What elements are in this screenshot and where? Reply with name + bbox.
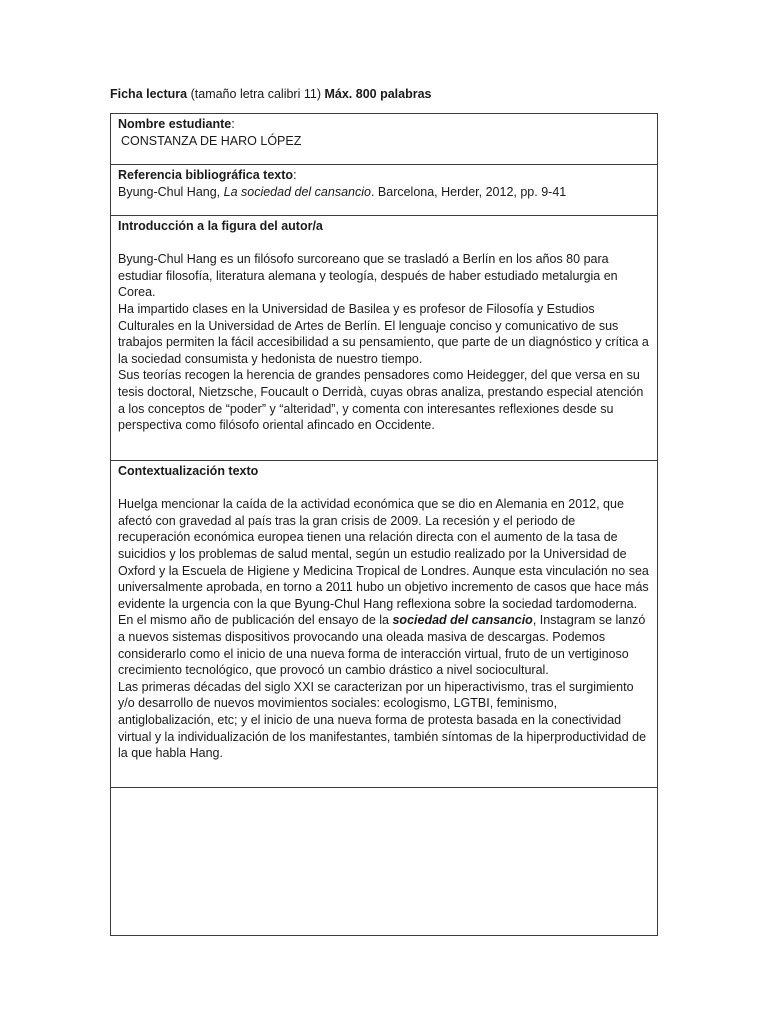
student-label: Nombre estudiante: [118, 117, 235, 131]
context-book-title: sociedad del cansancio [392, 613, 533, 628]
reference-citation [118, 184, 650, 201]
empty-row [111, 788, 658, 936]
context-label: Contextualización texto [118, 464, 259, 478]
introduction-paragraph: Ha impartido clases en la Universidad de Basilea y es profesor de Filosofía y Estudios Culturales en la Universidad de Artes de Berlín. El lenguaje conciso y comunicativo de sus trabajos permiten la fácil accesibilidad a su pensamiento, que parte de un diagnóstico y crítica a la sociedad consumista y hedonista de nuestro tiempo. [118, 301, 649, 366]
reference-author: Byung-Chul Hang, [118, 184, 224, 199]
reference-cell [111, 165, 658, 216]
reference-row [111, 165, 658, 216]
introduction-paragraph: Sus teorías recogen la herencia de grandes pensadores como Heidegger, del que versa en su tesis doctoral, Nietzsche, Foucault o Derridà, cuyas obras analiza, prestando especial atención a los conceptos de “poder” y “alteridad”, y comenta con interesantes reflexiones desde su perspectiva como filósofo oriental afincado en Occidente. [118, 368, 644, 433]
reading-form-table [110, 113, 658, 936]
introduction-cell [111, 216, 658, 461]
heading-note: (tamaño letra calibri 11) [190, 87, 321, 101]
context-paragraph: Huelga mencionar la caída de la actividad económica que se dio en Alemania en 2012, que afectó con gravedad al país tras la gran crisis de 2009. La recesión y el periodo de recuperación económica europea tienen una relación directa con el aumento de la tasa de suicidios y los problemas de salud mental, según un estudio realizado por la Universidad de Oxford y la Escuela de Higiene y Medicina Tropical de Londres. Aunque esta vinculación no sea universalmente aprobada, en torno a 2011 hubo un objetivo incremento de casos que hace más evidente la urgencia con la que Byung-Chul Hang reflexiona sobre la sociedad tardomoderna. [118, 497, 649, 611]
context-cell [111, 461, 658, 788]
reference-publication: . Barcelona, Herder, 2012, pp. 9-41 [370, 184, 567, 199]
heading-title: Ficha lectura [110, 87, 188, 101]
student-cell [111, 114, 658, 165]
page-heading [110, 86, 432, 102]
student-name: CONSTANZA DE HARO LÓPEZ [121, 133, 302, 148]
context-paragraph: En el mismo año de publicación del ensayo de la sociedad del cansancio, Instagram se lanzó a nuevos sistemas dispositivos provocando una oleada masiva de descargas. Podemos considerarlo como el inicio de una nueva forma de interacción virtual, fruto de un vertiginoso crecimiento tecnológico, que provocó un cambio drástico a nivel sociocultural. [118, 613, 646, 678]
introduction-label: Introducción a la figura del autor/a [118, 219, 323, 233]
reference-label: Referencia bibliográfica texto: [118, 168, 297, 182]
context-paragraph: Las primeras décadas del siglo XXI se caracterizan por un hiperactivismo, tras el surgimiento y/o desarrollo de nuevos movimientos sociales: ecologismo, LGTBI, feminismo, antiglobalización, etc; y el inicio de una nueva forma de protesta basada en la conectividad virtual y la individualización de los manifestantes, también síntomas de la hiperproductividad de la que habla Hang. [118, 679, 647, 761]
student-row [111, 114, 658, 165]
reference-book-title: La sociedad del cansancio [223, 184, 371, 199]
empty-cell[interactable] [111, 788, 658, 936]
introduction-paragraph: Byung-Chul Hang es un filósofo surcoreano que se trasladó a Berlín en los años 80 para estudiar filosofía, literatura alemana y teología, después de haber estudiado metalurgia en Corea. [118, 252, 618, 300]
heading-word-limit: Máx. 800 palabras [324, 87, 432, 101]
context-row [111, 461, 658, 788]
introduction-row [111, 216, 658, 461]
